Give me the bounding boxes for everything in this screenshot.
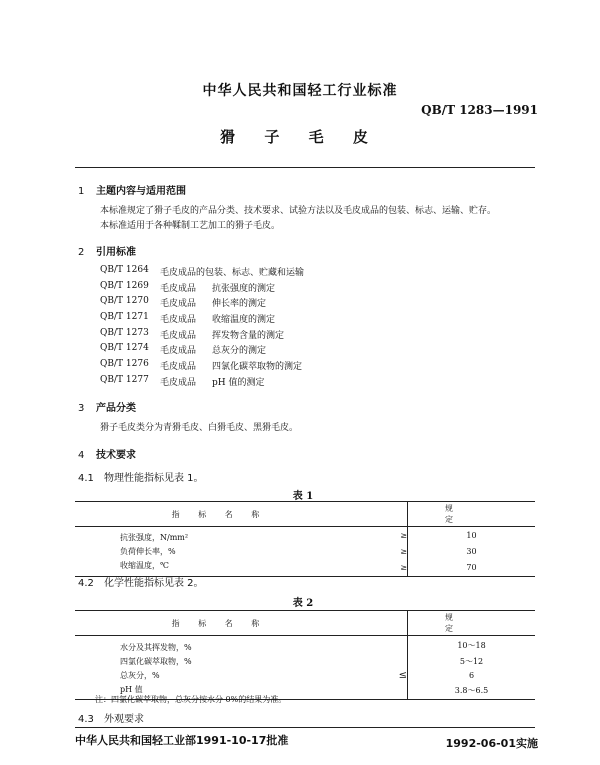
column-header-value: 规 定 (408, 502, 536, 527)
cell-operator: ≥ (400, 546, 407, 556)
section-title: 引用标准 (96, 247, 136, 258)
reference-title: pH 值的测定 (212, 377, 265, 388)
table-header-row (75, 611, 535, 636)
cell-operator: ≥ (365, 558, 408, 577)
reference-code: QB/T 1270 (100, 296, 149, 307)
subsection-number: 4.2 (78, 578, 94, 589)
cell-item: 收缩温度，℃ (75, 558, 365, 577)
reference-category: 毛皮成品 (160, 299, 197, 310)
cell-operator (365, 654, 408, 668)
reference-code: QB/T 1264 (100, 265, 149, 275)
table-2 (75, 610, 535, 700)
section-3-paragraph: 猾子毛皮类分为青猾毛皮、白猾毛皮、黑猾毛皮。 (100, 423, 299, 433)
table-row (75, 654, 535, 668)
reference-code: QB/T 1274 (100, 343, 149, 354)
cell-item: 负荷伸长率，% (120, 546, 176, 556)
cell-operator (365, 682, 408, 700)
subsection-number: 4.3 (78, 714, 94, 725)
section-title: 主题内容与适用范围 (96, 186, 186, 197)
reference-category: 毛皮成品 (160, 346, 197, 357)
issuing-body-title: 中华人民共和国轻工行业标准 (202, 83, 398, 99)
effective-date: 1992-06-01实施 (445, 737, 538, 750)
reference-item (100, 359, 304, 375)
document-title: 猾 子 毛 皮 (220, 128, 380, 146)
reference-code: QB/T 1269 (100, 280, 149, 291)
table-row (75, 636, 535, 655)
cell-item: 四氯化碳萃取物，% (120, 656, 192, 666)
reference-category: 毛皮成品的包装、标志、贮藏和运输 (160, 268, 305, 278)
section-1-paragraph-1: 本标准规定了猾子毛皮的产品分类、技术要求、试验方法以及毛皮成品的包装、标志、运输、贮存。 (100, 206, 497, 216)
reference-item (100, 265, 304, 281)
table-1 (75, 501, 535, 577)
cell-value: 6 (408, 668, 536, 682)
reference-code: QB/T 1276 (100, 359, 149, 370)
reference-title: 收缩温度的测定 (212, 315, 276, 326)
table-1-caption: 表 1 (292, 491, 314, 502)
reference-title: 伸长率的测定 (212, 299, 267, 310)
reference-item (100, 281, 304, 297)
reference-list (100, 265, 304, 391)
subsection-text: 化学性能指标见表 2。 (104, 578, 204, 589)
standard-number: QB/T 1283—1991 (421, 103, 538, 117)
subsection-text: 物理性能指标见表 1。 (104, 473, 204, 484)
cell-value: 70 (408, 558, 536, 577)
approval-statement: 中华人民共和国轻工业部1991-10-17批准 (75, 734, 289, 747)
cell-item: 抗张强度，N/mm² (120, 532, 189, 542)
reference-title: 四氯化碳萃取物的测定 (212, 362, 303, 373)
cell-item: 总灰分，% (120, 670, 160, 680)
cell-operator: ≥ (400, 531, 407, 540)
section-number: 4 (78, 450, 85, 461)
section-1-heading (78, 182, 186, 197)
section-title: 产品分类 (96, 403, 136, 414)
column-header-item: 指 标 名 称 (75, 502, 365, 527)
subsection-text: 外观要求 (104, 714, 144, 725)
subsection-4-1 (78, 469, 204, 484)
cell-value: 30 (408, 544, 536, 558)
reference-code: QB/T 1271 (100, 312, 149, 323)
section-2-heading (78, 243, 136, 258)
section-number: 1 (78, 186, 85, 197)
section-1-paragraph-2: 本标准适用于各种鞣制工艺加工的猾子毛皮。 (100, 221, 281, 231)
table-row (75, 527, 535, 545)
cell-item: 水分及其挥发物，% (120, 642, 192, 652)
reference-title: 挥发物含量的测定 (212, 330, 285, 341)
cell-operator: ≤ (398, 669, 407, 681)
reference-item (100, 312, 304, 328)
header-divider (75, 167, 535, 168)
column-header-item: 指 标 名 称 (75, 611, 365, 636)
subsection-number: 4.1 (78, 473, 94, 484)
reference-item (100, 375, 304, 391)
reference-code: QB/T 1273 (100, 327, 149, 338)
reference-category: 毛皮成品 (160, 283, 197, 294)
table-2-caption: 表 2 (292, 598, 314, 609)
section-3-heading (78, 399, 136, 414)
column-header-value: 规 定 (408, 611, 536, 636)
subsection-4-2 (78, 574, 204, 589)
subsection-4-3 (78, 710, 144, 725)
table-row (75, 668, 535, 682)
reference-category: 毛皮成品 (160, 330, 197, 341)
section-title: 技术要求 (96, 450, 136, 461)
reference-title: 抗张强度的测定 (212, 283, 276, 294)
column-header-operator (365, 502, 408, 527)
reference-category: 毛皮成品 (160, 362, 197, 373)
section-4-heading (78, 446, 136, 461)
cell-value: 3.8～6.5 (408, 682, 536, 700)
reference-code: QB/T 1277 (100, 374, 149, 385)
table-row (75, 544, 535, 558)
column-header-operator (365, 611, 408, 636)
reference-category: 毛皮成品 (160, 377, 197, 388)
cell-value: 10～18 (408, 636, 536, 655)
cell-value: 10 (408, 527, 536, 545)
table-note: 注：四氯化碳萃取物，总灰分按水分 0%的结果为准。 (95, 695, 287, 704)
reference-category: 毛皮成品 (160, 315, 197, 326)
section-number: 2 (78, 247, 85, 258)
reference-item (100, 296, 304, 312)
reference-item (100, 343, 304, 359)
reference-title: 总灰分的测定 (212, 346, 267, 357)
section-number: 3 (78, 403, 85, 414)
cell-operator (365, 636, 408, 655)
reference-item (100, 328, 304, 344)
footer-divider (75, 727, 535, 728)
table-header-row (75, 502, 535, 527)
cell-value: 5～12 (408, 654, 536, 668)
cell-item: pH 值 (75, 682, 365, 700)
